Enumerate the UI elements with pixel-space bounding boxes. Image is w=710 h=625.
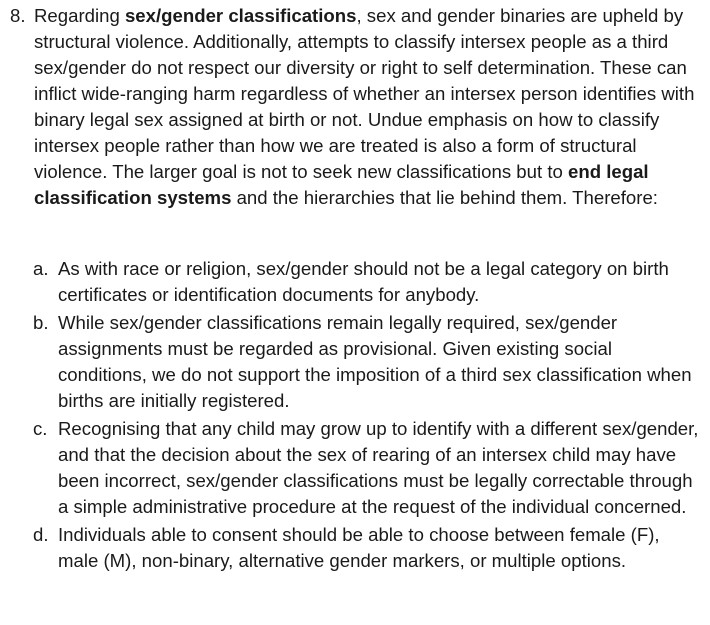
item-paragraph <box>34 3 700 211</box>
sub-item-letter: c. <box>33 418 48 439</box>
sub-item-a <box>33 256 703 308</box>
sub-item-d <box>33 522 703 574</box>
sub-item-letter: b. <box>33 312 49 333</box>
item-number: 8. <box>10 5 26 26</box>
bold-text-sex-gender-classifications: sex/gender classifications <box>124 5 357 26</box>
sub-item-b <box>33 310 703 414</box>
sub-list <box>33 256 703 574</box>
text-run: and the hierarchies that lie behind them. Therefore: <box>231 187 658 208</box>
bold-text-end-legal-classification: end legal classification systems <box>34 161 649 208</box>
sub-item-letter: d. <box>33 524 49 545</box>
sub-item-text: Recognising that any child may grow up to identify with a different sex/gender, and that the decision about the sex of rearing of an intersex child may have been incorrect, sex/gender classifications must be legally correctable through a simple administrative procedure at the request of the individual concerned. <box>58 418 699 517</box>
list-item-8 <box>10 3 700 211</box>
sub-item-text: As with race or religion, sex/gender should not be a legal category on birth certificates or identification documents for anybody. <box>58 258 669 305</box>
sub-item-letter: a. <box>33 258 49 279</box>
sub-item-text: Individuals able to consent should be able to choose between female (F), male (M), non-binary, alternative gender markers, or multiple options. <box>58 524 660 571</box>
sub-item-text: While sex/gender classifications remain legally required, sex/gender assignments must be regarded as provisional. Given existing social conditions, we do not support the imposition of a third sex classification when births are initially registered. <box>58 312 692 411</box>
text-run: Regarding <box>34 5 125 26</box>
sub-item-c <box>33 416 703 520</box>
text-run: , sex and gender binaries are upheld by structural violence. Additionally, attempts to classify intersex people as a third sex/gender do not respect our diversity or right to self determination. These can inflict wide-ranging harm regardless of whether an intersex person identifies with binary legal sex assigned at birth or not. Undue emphasis on how to classify intersex people rather than how we are treated is also a form of structural violence. The larger goal is not to seek new classifications but to <box>34 5 695 182</box>
